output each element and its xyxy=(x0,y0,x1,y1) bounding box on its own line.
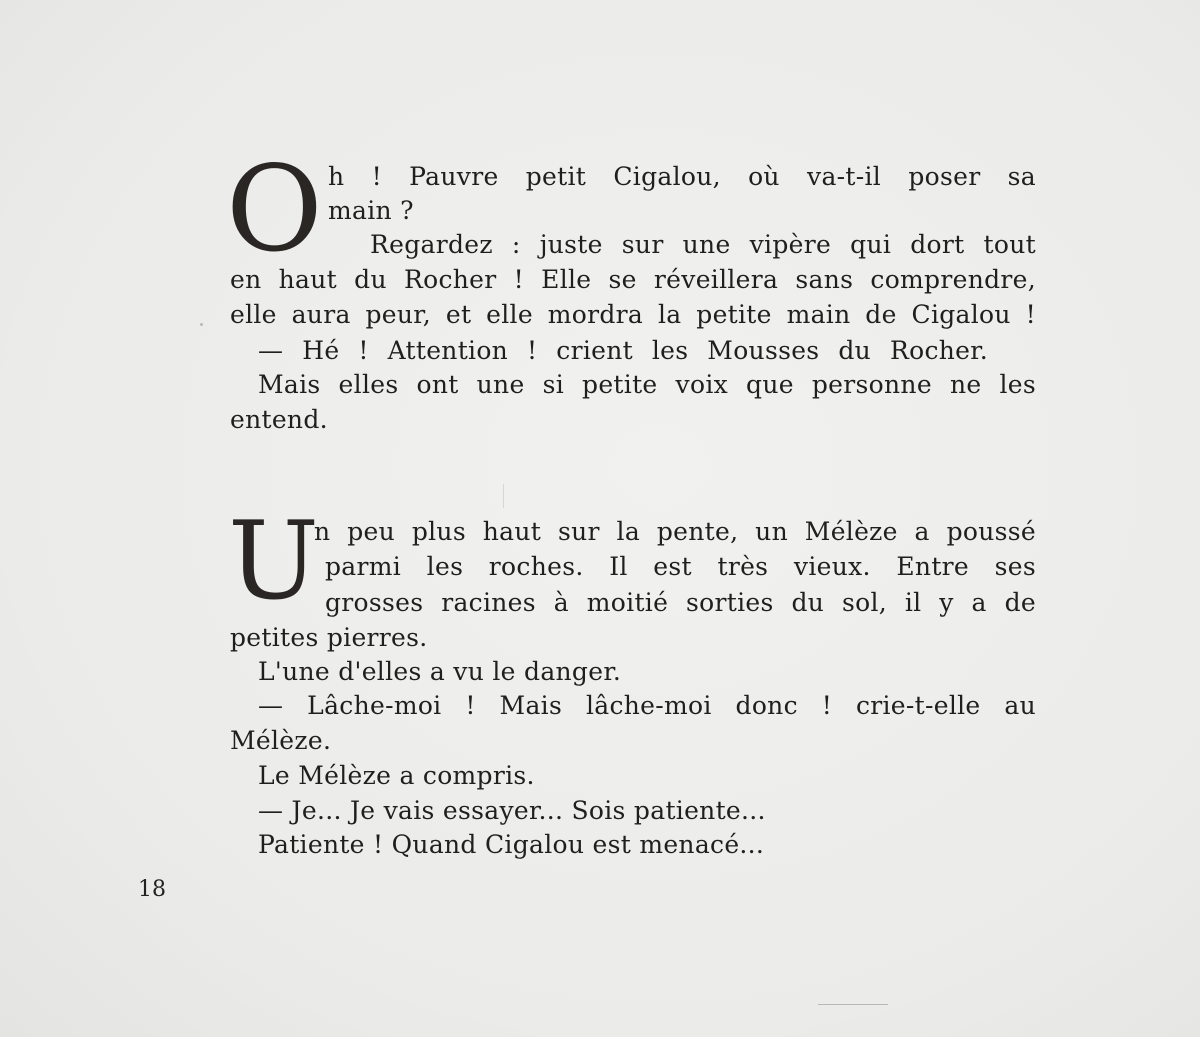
text-line: h ! Pauvre petit Cigalou, où va-t-il poser sa xyxy=(328,162,1036,191)
scan-speck xyxy=(503,484,504,508)
text-line: — Je... Je vais essayer... Sois patiente... xyxy=(258,796,766,825)
text-line: grosses racines à moitié sorties du sol, il y a de xyxy=(325,588,1036,617)
text-line: Patiente ! Quand Cigalou est menacé... xyxy=(258,830,765,859)
drop-cap-u: U xyxy=(228,499,320,624)
drop-cap-o: O xyxy=(226,140,323,278)
scan-speck xyxy=(200,323,203,326)
text-line: petites pierres. xyxy=(230,623,428,652)
text-line: elle aura peur, et elle mordra la petite main de Cigalou ! xyxy=(230,300,1036,329)
page-number: 18 xyxy=(138,877,166,902)
text-line: Le Mélèze a compris. xyxy=(258,761,535,790)
text-line: — Lâche-moi ! Mais lâche-moi donc ! crie-t-elle au xyxy=(258,691,1036,720)
text-line: entend. xyxy=(230,405,328,434)
text-line: Mélèze. xyxy=(230,726,332,755)
text-line: — Hé ! Attention ! crient les Mousses du Rocher. xyxy=(258,336,988,365)
text-line: Mais elles ont une si petite voix que personne ne les xyxy=(258,370,1036,399)
text-line: Regardez : juste sur une vipère qui dort tout xyxy=(370,230,1036,259)
text-line: en haut du Rocher ! Elle se réveillera sans comprendre, xyxy=(230,265,1036,294)
text-line: n peu plus haut sur la pente, un Mélèze a poussé xyxy=(314,517,1036,546)
text-line: parmi les roches. Il est très vieux. Entre ses xyxy=(325,552,1036,581)
scan-speck xyxy=(818,1004,888,1005)
text-line: main ? xyxy=(328,196,414,225)
text-line: L'une d'elles a vu le danger. xyxy=(258,657,622,686)
